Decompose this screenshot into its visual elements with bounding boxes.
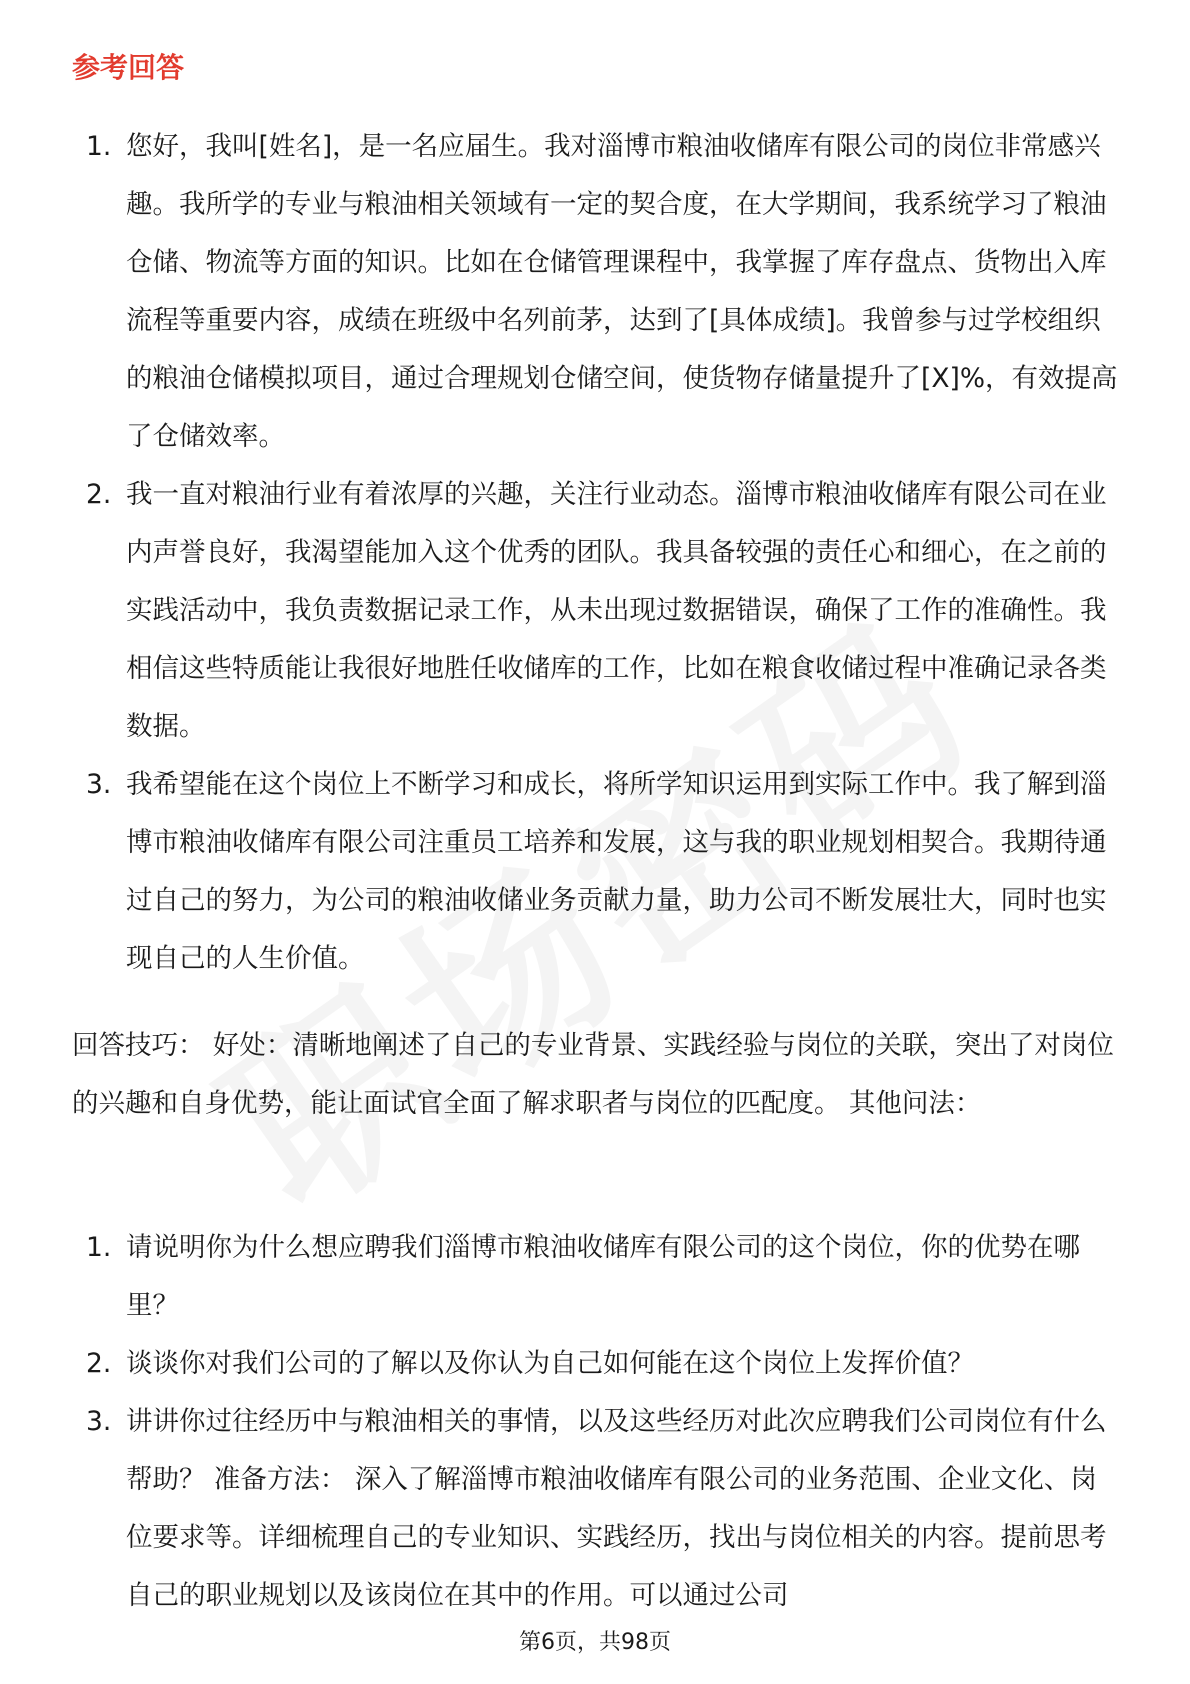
- list-number: 1.: [86, 131, 112, 162]
- list-number: 2.: [86, 479, 112, 510]
- list-item-text: 我一直对粮油行业有着浓厚的兴趣，关注行业动态。淄博市粮油收储库有限公司在业内声誉良好，我渴望能加入这个优秀的团队。我具备较强的责任心和细心，在之前的实践活动中，我负责数据记录工作，从未出现过数据错误，确保了工作的准确性。我相信这些特质能让我很好地胜任收储库的工作，比如在粮食收储过程中准确记录各类数据。: [126, 479, 1107, 742]
- list-number: 3.: [86, 1406, 112, 1437]
- list-number: 1.: [86, 1232, 112, 1263]
- list-item-text: 您好，我叫[姓名]，是一名应届生。我对淄博市粮油收储库有限公司的岗位非常感兴趣。我所学的专业与粮油相关领域有一定的契合度，在大学期间，我系统学习了粮油仓储、物流等方面的知识。比如在仓储管理课程中，我掌握了库存盘点、货物出入库流程等重要内容，成绩在班级中名列前茅，达到了[具体成绩]。我曾参与过学校组织的粮油仓储模拟项目，通过合理规划仓储空间，使货物存储量提升了[X]%，有效提高了仓储效率。: [126, 131, 1118, 452]
- list-item-text: 我希望能在这个岗位上不断学习和成长，将所学知识运用到实际工作中。我了解到淄博市粮油收储库有限公司注重员工培养和发展，这与我的职业规划相契合。我期待通过自己的努力，为公司的粮油收储业务贡献力量，助力公司不断发展壮大，同时也实现自己的人生价值。: [126, 769, 1107, 974]
- list-item: [72, 118, 1122, 466]
- page-footer: 第6页，共98页: [519, 1630, 671, 1655]
- list-item: [72, 1393, 1122, 1625]
- list-item-text: 谈谈你对我们公司的了解以及你认为自己如何能在这个岗位上发挥价值？: [126, 1348, 974, 1379]
- section-title: 参考回答: [72, 51, 185, 84]
- list-item-text: 讲讲你过往经历中与粮油相关的事情，以及这些经历对此次应聘我们公司岗位有什么帮助？ 准备方法： 深入了解淄博市粮油收储库有限公司的业务范围、企业文化、岗位要求等。详细梳理自己的专业知识、实践经历，找出与岗位相关的内容。提前思考自己的职业规划以及该岗位在其中的作用。可以通过公司: [126, 1406, 1107, 1611]
- alternative-questions-list: [72, 1219, 1122, 1625]
- answer-tips: 回答技巧： 好处：清晰地阐述了自己的专业背景、实践经验与岗位的关联，突出了对岗位的兴趣和自身优势，能让面试官全面了解求职者与岗位的匹配度。 其他问法：: [72, 1030, 1114, 1119]
- list-item-text: 请说明你为什么想应聘我们淄博市粮油收储库有限公司的这个岗位，你的优势在哪里？: [126, 1232, 1080, 1321]
- answer-list: [72, 118, 1122, 988]
- list-item: [72, 1335, 1122, 1393]
- list-number: 2.: [86, 1348, 112, 1379]
- list-number: 3.: [86, 769, 112, 800]
- list-item: [72, 1219, 1122, 1335]
- list-item: [72, 756, 1122, 988]
- list-item: [72, 466, 1122, 756]
